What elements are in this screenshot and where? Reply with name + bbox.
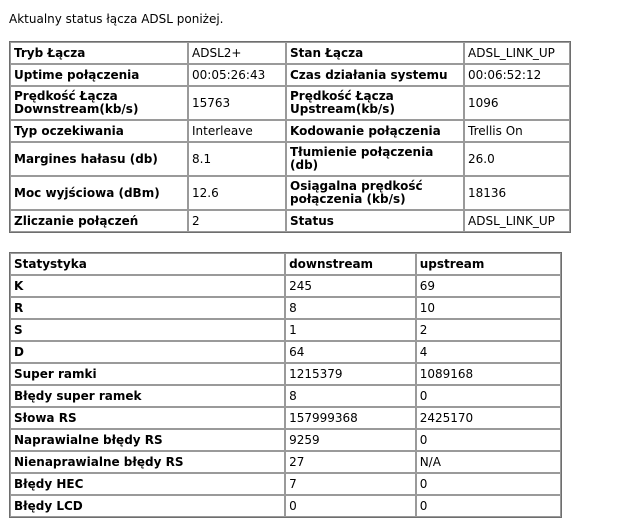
stat-name: Nienaprawialne błędy RS bbox=[10, 451, 285, 473]
table-row bbox=[10, 385, 561, 407]
page-intro-text: Aktualny status łącza ADSL poniżej. bbox=[9, 12, 224, 26]
stat-upstream-value: 0 bbox=[416, 495, 561, 517]
table-row bbox=[10, 407, 561, 429]
connection-uptime-label: Uptime połączenia bbox=[10, 64, 188, 86]
stat-downstream-value: 0 bbox=[285, 495, 416, 517]
table-row bbox=[10, 495, 561, 517]
stat-name: K bbox=[10, 275, 285, 297]
stat-name: Błędy LCD bbox=[10, 495, 285, 517]
stat-upstream-value: N/A bbox=[416, 451, 561, 473]
stat-downstream-value: 1 bbox=[285, 319, 416, 341]
latency-type-label: Typ oczekiwania bbox=[10, 120, 188, 142]
table-row bbox=[10, 86, 570, 120]
table-row bbox=[10, 473, 561, 495]
table-row bbox=[10, 142, 570, 176]
table-row bbox=[10, 64, 570, 86]
noise-margin-value: 8.1 bbox=[188, 142, 286, 176]
table-row bbox=[10, 275, 561, 297]
stat-upstream-value: 2 bbox=[416, 319, 561, 341]
table-row bbox=[10, 210, 570, 232]
connection-uptime-value: 00:05:26:43 bbox=[188, 64, 286, 86]
connection-count-value: 2 bbox=[188, 210, 286, 232]
downstream-speed-label: Prędkość Łącza Downstream(kb/s) bbox=[10, 86, 188, 120]
attainable-rate-value: 18136 bbox=[464, 176, 570, 210]
stat-downstream-value: 27 bbox=[285, 451, 416, 473]
noise-margin-label: Margines hałasu (db) bbox=[10, 142, 188, 176]
output-power-label: Moc wyjściowa (dBm) bbox=[10, 176, 188, 210]
stat-name: Słowa RS bbox=[10, 407, 285, 429]
adsl-statistics-table bbox=[9, 252, 562, 518]
table-row bbox=[10, 341, 561, 363]
system-uptime-label: Czas działania systemu bbox=[286, 64, 464, 86]
table-row bbox=[10, 363, 561, 385]
table-row bbox=[10, 451, 561, 473]
stat-name: Naprawialne błędy RS bbox=[10, 429, 285, 451]
stat-downstream-value: 8 bbox=[285, 297, 416, 319]
stat-name: Błędy super ramek bbox=[10, 385, 285, 407]
stat-name: Super ramki bbox=[10, 363, 285, 385]
status-label: Status bbox=[286, 210, 464, 232]
stat-downstream-value: 64 bbox=[285, 341, 416, 363]
upstream-speed-value: 1096 bbox=[464, 86, 570, 120]
stat-downstream-value: 7 bbox=[285, 473, 416, 495]
upstream-speed-label: Prędkość Łącza Upstream(kb/s) bbox=[286, 86, 464, 120]
status-value: ADSL_LINK_UP bbox=[464, 210, 570, 232]
stat-downstream-value: 1215379 bbox=[285, 363, 416, 385]
table-row bbox=[10, 42, 570, 64]
link-state-value: ADSL_LINK_UP bbox=[464, 42, 570, 64]
stat-upstream-value: 2425170 bbox=[416, 407, 561, 429]
table-header-row bbox=[10, 253, 561, 275]
stat-downstream-value: 8 bbox=[285, 385, 416, 407]
line-coding-label: Kodowanie połączenia bbox=[286, 120, 464, 142]
link-mode-value: ADSL2+ bbox=[188, 42, 286, 64]
stat-name: S bbox=[10, 319, 285, 341]
stat-name: Błędy HEC bbox=[10, 473, 285, 495]
attainable-rate-label: Osiągalna prędkość połączenia (kb/s) bbox=[286, 176, 464, 210]
table-row bbox=[10, 176, 570, 210]
stat-downstream-value: 245 bbox=[285, 275, 416, 297]
table-row bbox=[10, 297, 561, 319]
table-row bbox=[10, 319, 561, 341]
line-coding-value: Trellis On bbox=[464, 120, 570, 142]
adsl-status-table bbox=[9, 41, 571, 233]
downstream-speed-value: 15763 bbox=[188, 86, 286, 120]
stat-name: R bbox=[10, 297, 285, 319]
stat-upstream-value: 0 bbox=[416, 473, 561, 495]
downstream-header: downstream bbox=[285, 253, 416, 275]
stat-downstream-value: 157999368 bbox=[285, 407, 416, 429]
stat-downstream-value: 9259 bbox=[285, 429, 416, 451]
table-row bbox=[10, 120, 570, 142]
stat-upstream-value: 69 bbox=[416, 275, 561, 297]
stat-upstream-value: 10 bbox=[416, 297, 561, 319]
link-mode-label: Tryb Łącza bbox=[10, 42, 188, 64]
link-state-label: Stan Łącza bbox=[286, 42, 464, 64]
connection-count-label: Zliczanie połączeń bbox=[10, 210, 188, 232]
system-uptime-value: 00:06:52:12 bbox=[464, 64, 570, 86]
statistics-header: Statystyka bbox=[10, 253, 285, 275]
stat-upstream-value: 1089168 bbox=[416, 363, 561, 385]
latency-type-value: Interleave bbox=[188, 120, 286, 142]
output-power-value: 12.6 bbox=[188, 176, 286, 210]
upstream-header: upstream bbox=[416, 253, 561, 275]
stat-upstream-value: 4 bbox=[416, 341, 561, 363]
table-row bbox=[10, 429, 561, 451]
stat-upstream-value: 0 bbox=[416, 385, 561, 407]
stat-upstream-value: 0 bbox=[416, 429, 561, 451]
line-attenuation-label: Tłumienie połączenia (db) bbox=[286, 142, 464, 176]
stat-name: D bbox=[10, 341, 285, 363]
line-attenuation-value: 26.0 bbox=[464, 142, 570, 176]
